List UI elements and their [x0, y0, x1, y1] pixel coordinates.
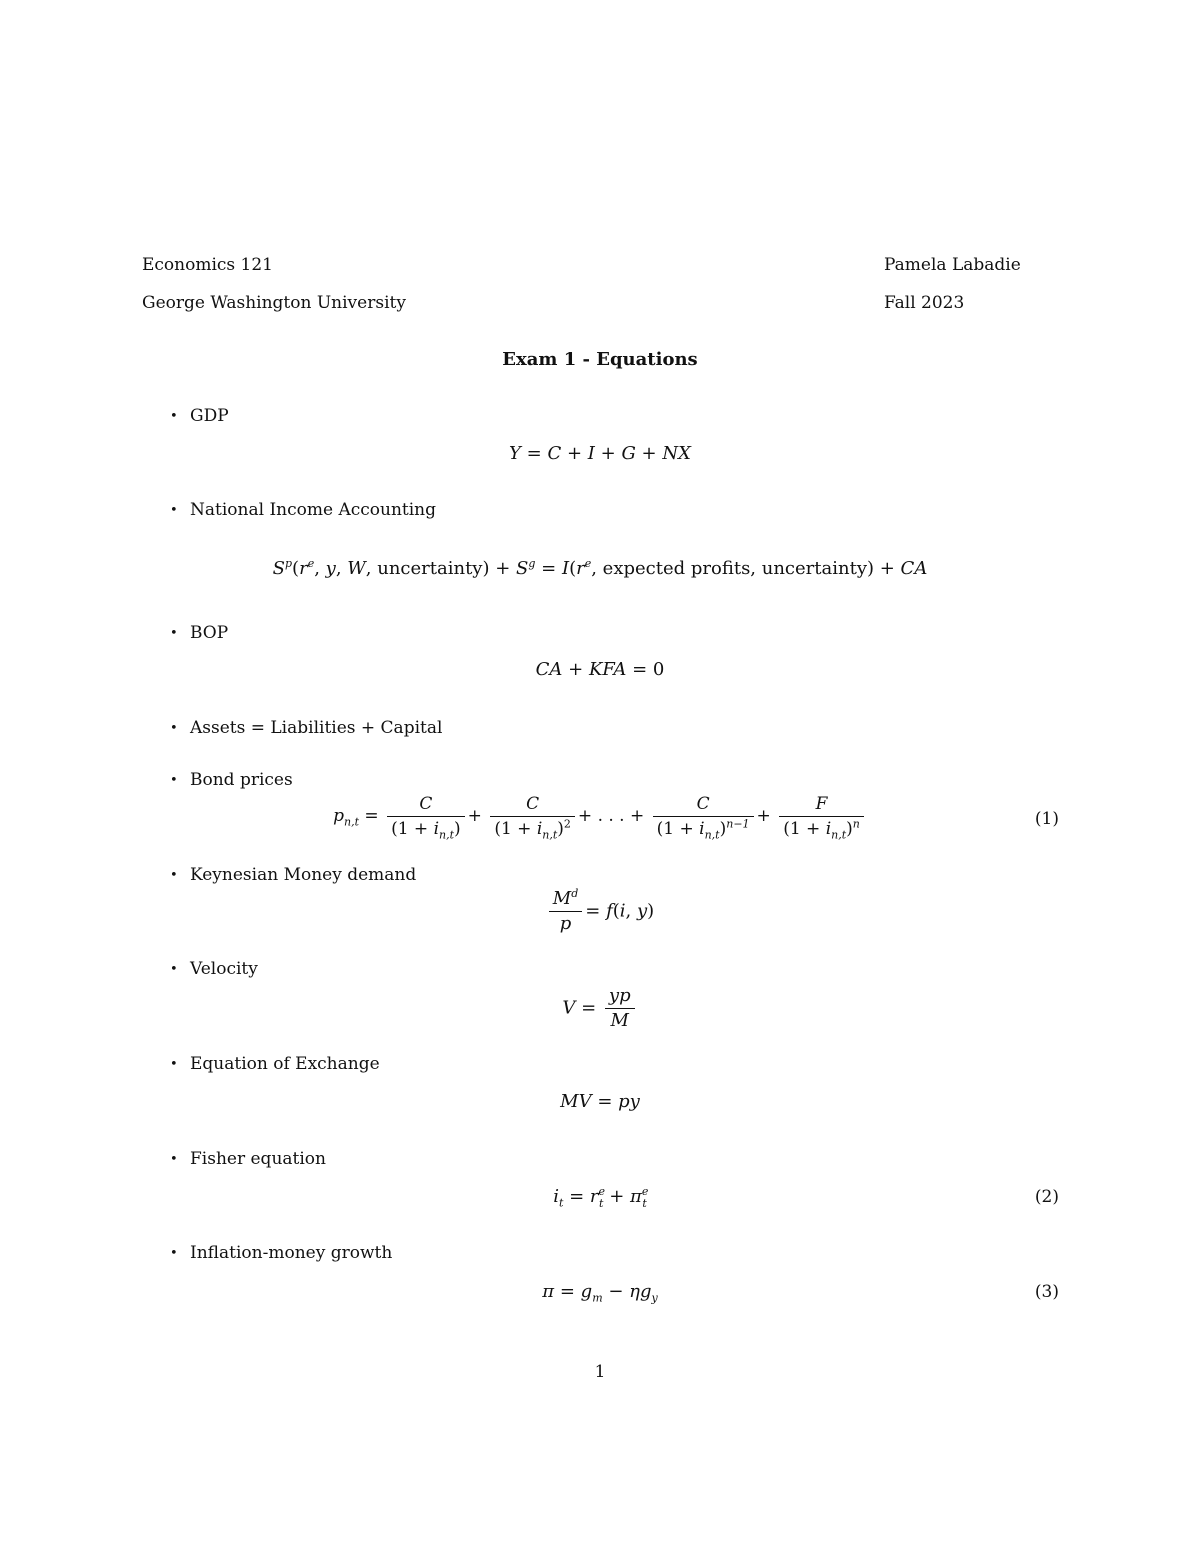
equation-inflation: $\pi = g_m - \eta g_y$	[542, 1281, 658, 1305]
page-title: Exam 1 - Equations	[502, 349, 698, 370]
bullet-bond	[170, 770, 293, 791]
bullet-label: Equation of Exchange	[190, 1054, 380, 1074]
equation-number-2: (2)	[1034, 1187, 1059, 1207]
equation-money-demand: $\frac{M^d}{p}$ = f(i, y)	[0, 889, 1200, 934]
bullet-icon: •	[170, 868, 178, 883]
bullet-label: Inflation-money growth	[190, 1243, 393, 1263]
bullet-icon: •	[170, 962, 178, 977]
page-number: 1	[594, 1362, 606, 1382]
bullet-gdp	[170, 406, 229, 427]
bullet-label: Fisher equation	[190, 1149, 326, 1169]
term: Fall 2023	[884, 293, 965, 313]
bullet-label: Assets = Liabilities + Capital	[190, 718, 443, 738]
course-name: Economics 121	[142, 255, 274, 275]
bullet-label: Keynesian Money demand	[190, 865, 417, 885]
bullet-icon: •	[170, 1246, 178, 1261]
bullet-label: GDP	[190, 406, 229, 426]
bullet-icon: •	[170, 1152, 178, 1167]
bullet-icon: •	[170, 1057, 178, 1072]
equation-number-1: (1)	[1034, 809, 1059, 829]
bullet-label: Velocity	[190, 959, 258, 979]
equation-gdp: Y = C + I + G + NX	[509, 443, 691, 464]
bullet-label: National Income Accounting	[190, 500, 436, 520]
equation-exchange: MV = py	[560, 1091, 640, 1112]
equation-bop: CA + KFA = 0	[535, 659, 665, 680]
bullet-icon: •	[170, 503, 178, 518]
bullet-velocity	[170, 959, 258, 980]
equation-velocity: V = $\frac{yp}{M}$	[0, 986, 1200, 1031]
bullet-fisher	[170, 1149, 326, 1170]
bullet-icon: •	[170, 773, 178, 788]
instructor-name: Pamela Labadie	[884, 255, 1021, 275]
bullet-keynes	[170, 865, 416, 886]
bullet-bop	[170, 623, 228, 644]
bullet-label: Bond prices	[190, 770, 293, 790]
bullet-inflation	[170, 1243, 392, 1264]
equation-fisher: $i_t = r^e_t + \pi^e_t$	[553, 1185, 649, 1210]
bullet-assets	[170, 718, 442, 739]
bullet-icon: •	[170, 721, 178, 736]
equation-nia: $S^p(r^e$, y, W, uncertainty) + $S^g = I(r^e$, expected profits, uncertainty) + CA	[272, 557, 928, 579]
bullet-label: BOP	[190, 623, 229, 643]
university-name: George Washington University	[142, 293, 406, 313]
equation-bond: $p_{n,t}$ = $\frac{C}{(1 + i_{n,t})}$ + $\frac{C}{(1 + i_{n,t})^2}$ + . . . + $\frac{C}{(1 + i_{n,t})^{n-1}}$ + $\frac{F}{(1 + i_{n,t})^n}$	[0, 794, 1200, 839]
bullet-exchange	[170, 1054, 380, 1075]
bullet-icon: •	[170, 409, 178, 424]
bullet-icon: •	[170, 626, 178, 641]
bullet-nia	[170, 500, 436, 521]
equation-number-3: (3)	[1034, 1282, 1059, 1302]
